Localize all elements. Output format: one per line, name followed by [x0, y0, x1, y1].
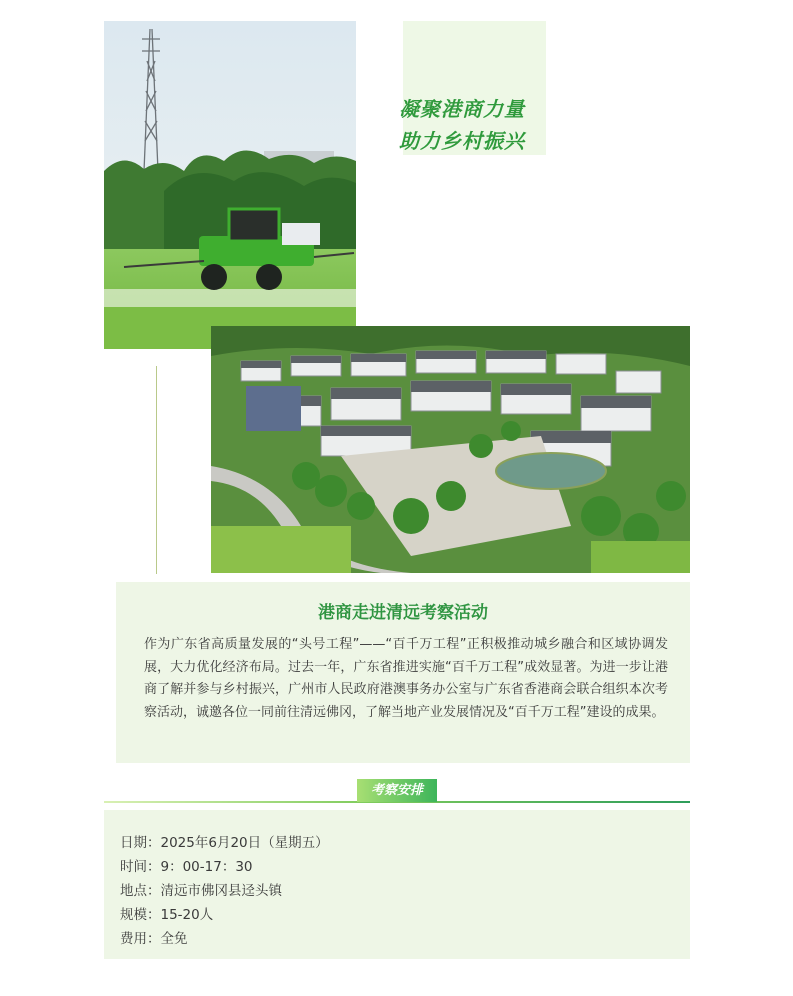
schedule-heading-badge: 考察安排 [357, 779, 437, 802]
intro-section [116, 582, 690, 763]
tractor-photo [104, 21, 356, 349]
village-aerial-photo [211, 326, 690, 573]
slogan-line-1: 凝聚港商力量 [399, 97, 525, 121]
intro-title: 港商走进清远考察活动 [318, 603, 488, 623]
slogan-line-2: 助力乡村振兴 [399, 129, 525, 153]
schedule-info-box [104, 810, 690, 959]
intro-body-text: 作为广东省高质量发展的“头号工程”——“百千万工程”正积极推动城乡融合和区域协调发展，大力优化经济布局。过去一年，广东省推进实施“百千万工程”成效显著。为进一步让港商了解并参与乡村振兴，广州市人民政府港澳事务办公室与广东省香港商会联合组织本次考察活动，诚邀各位一同前往清远佛冈，了解当地产业发展情况及“百千万工程”建设的成果。 [144, 637, 668, 720]
info-row-fee: 费用：全免 [120, 931, 188, 947]
info-row-scale: 规模：15-20人 [120, 907, 214, 923]
info-row-date: 日期：2025年6月20日（星期五） [120, 835, 329, 851]
decorative-vertical-line [156, 366, 157, 574]
info-row-time: 时间：9：00-17：30 [120, 859, 253, 875]
slogan-box [399, 21, 546, 155]
info-row-location: 地点：清远市佛冈县迳头镇 [120, 883, 282, 899]
